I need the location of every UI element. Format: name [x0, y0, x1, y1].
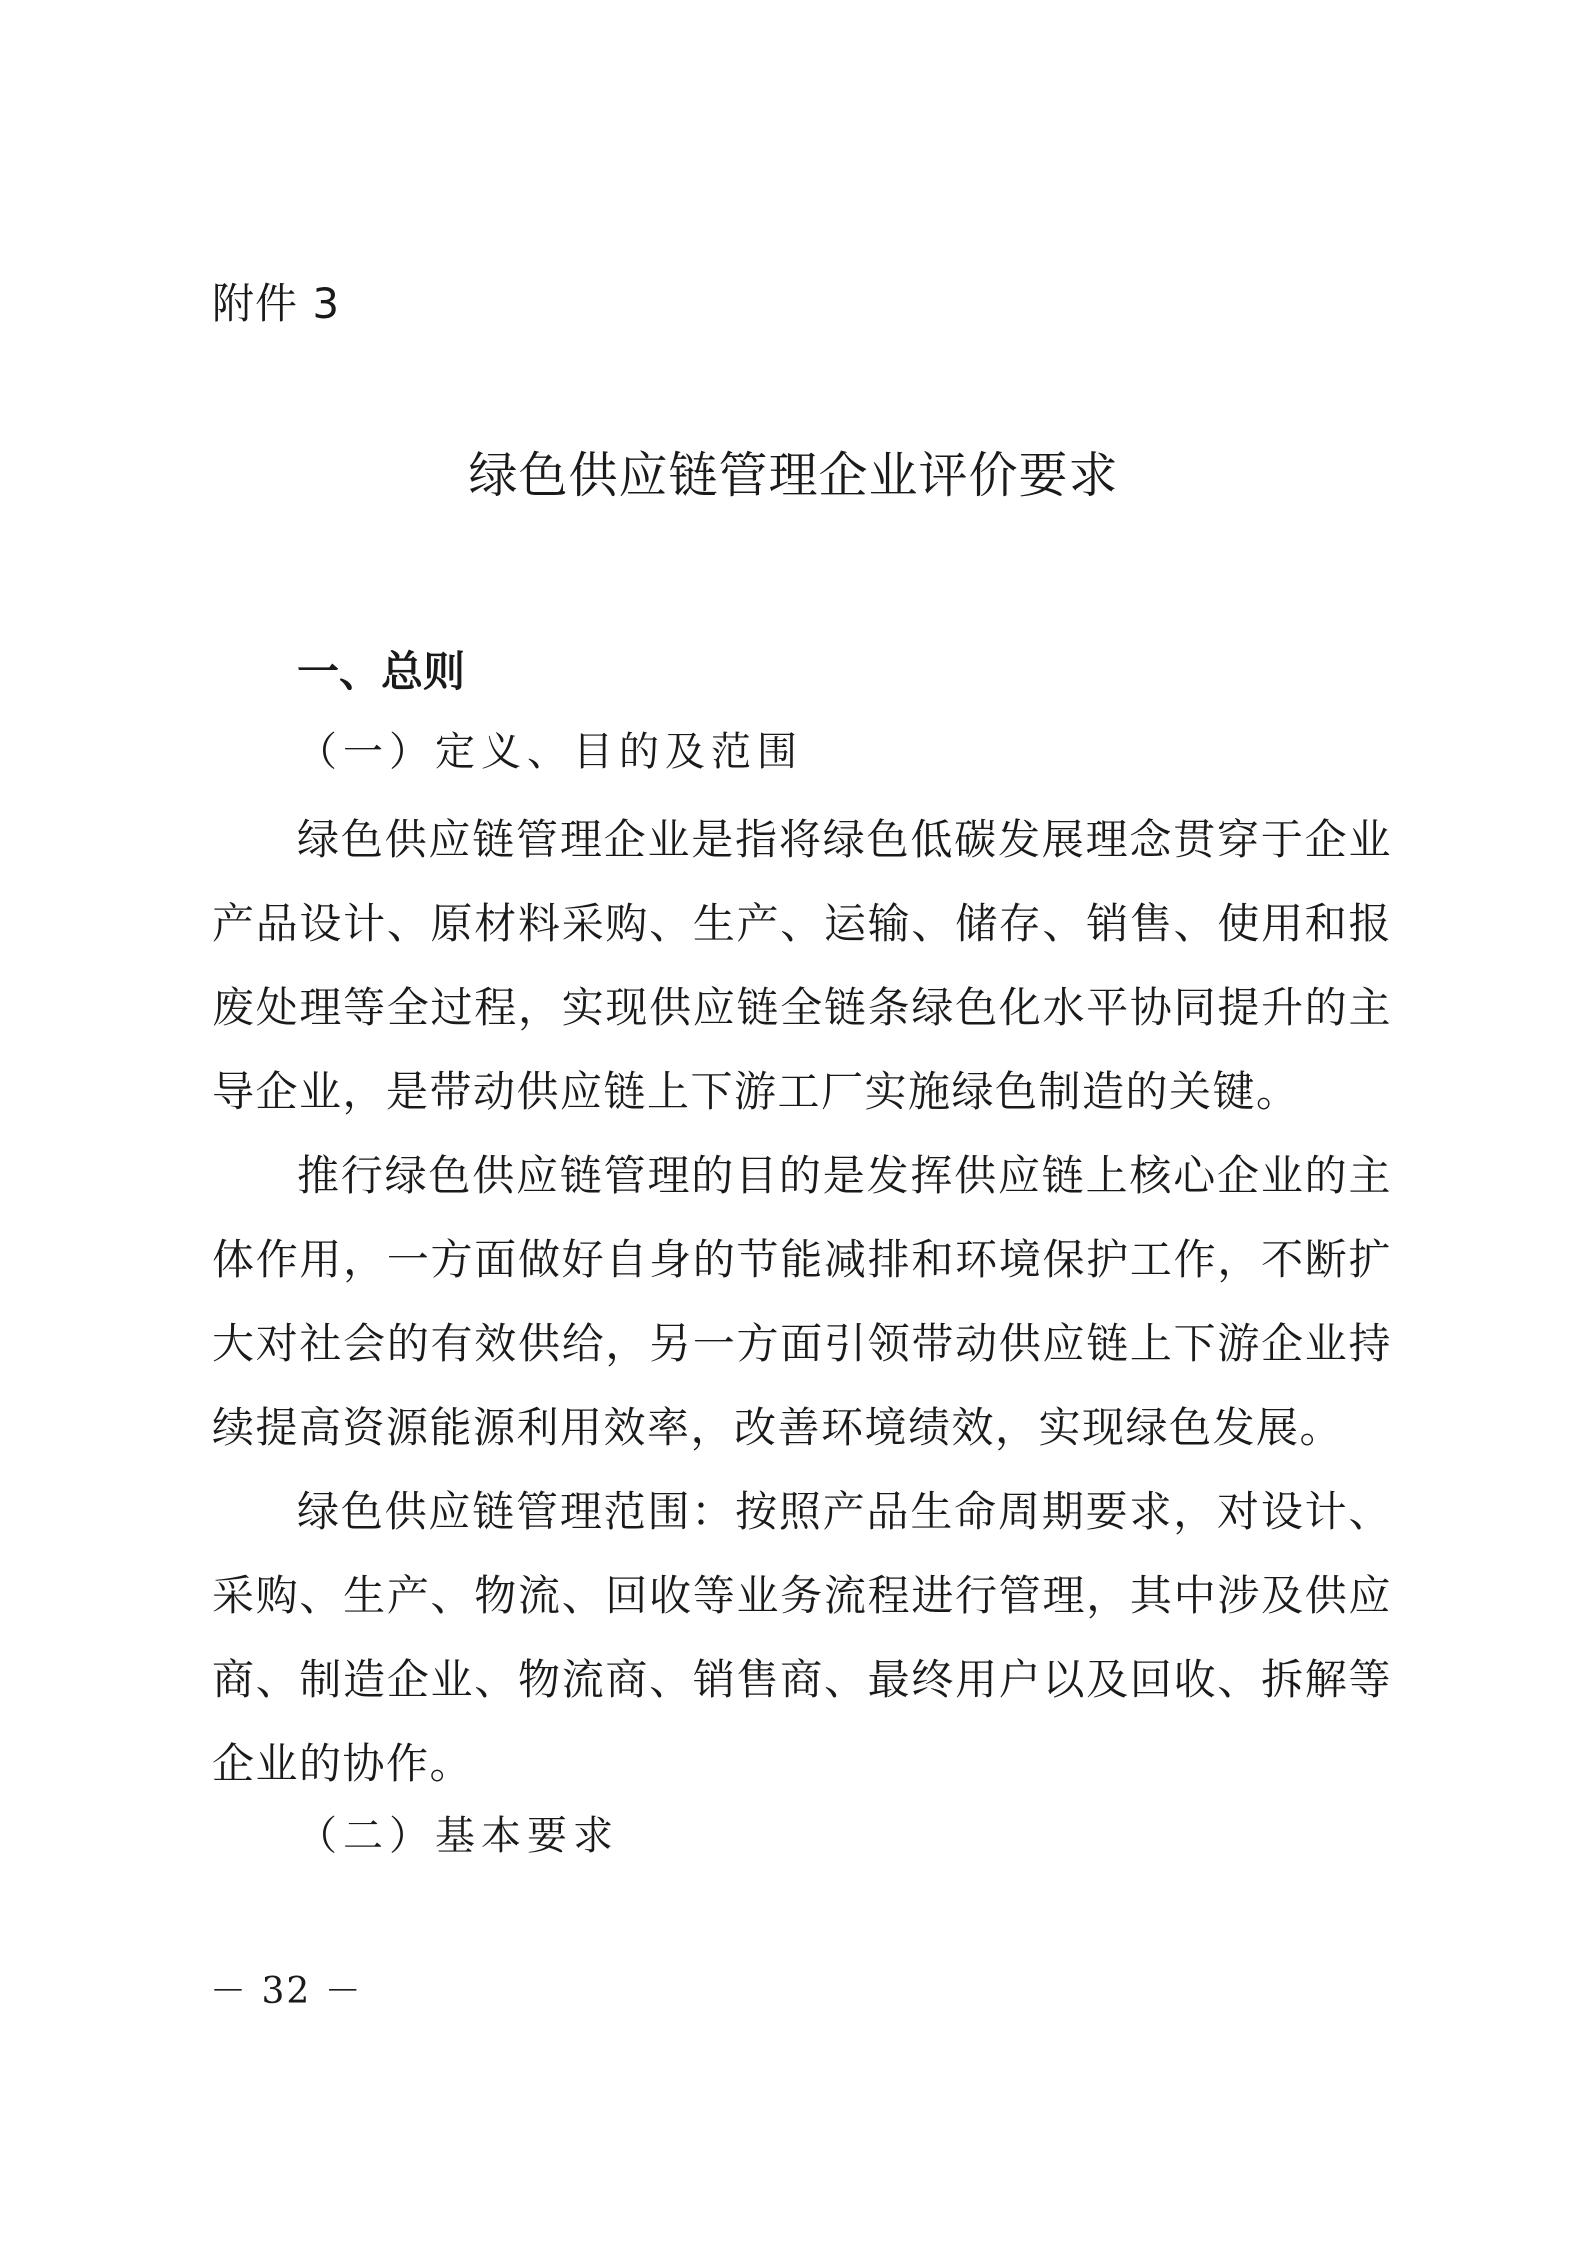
subsection-heading-basic-requirements: （二）基本要求	[297, 1813, 619, 1859]
section-heading-general: 一、总则	[297, 647, 466, 696]
document-title: 绿色供应链管理企业评价要求	[468, 447, 1119, 504]
attachment-label: 附件 3	[212, 279, 341, 328]
subsection-heading-definition: （一）定义、目的及范围	[297, 729, 803, 775]
page-number: － 32 －	[210, 1971, 363, 2012]
paragraph-scope: 绿色供应链管理范围：按照产品生命周期要求，对设计、采购、生产、物流、回收等业务流程进行管理，其中涉及供应商、制造企业、物流商、销售商、最终用户以及回收、拆解等企业的协作。	[212, 1487, 1392, 1788]
paragraph-purpose: 推行绿色供应链管理的目的是发挥供应链上核心企业的主体作用，一方面做好自身的节能减排和环境保护工作，不断扩大对社会的有效供给，另一方面引领带动供应链上下游企业持续提高资源能源利用效率，改善环境绩效，实现绿色发展。	[212, 1151, 1392, 1452]
paragraph-definition: 绿色供应链管理企业是指将绿色低碳发展理念贯穿于企业产品设计、原材料采购、生产、运输、储存、销售、使用和报废处理等全过程，实现供应链全链条绿色化水平协同提升的主导企业，是带动供应链上下游工厂实施绿色制造的关键。	[212, 815, 1392, 1116]
